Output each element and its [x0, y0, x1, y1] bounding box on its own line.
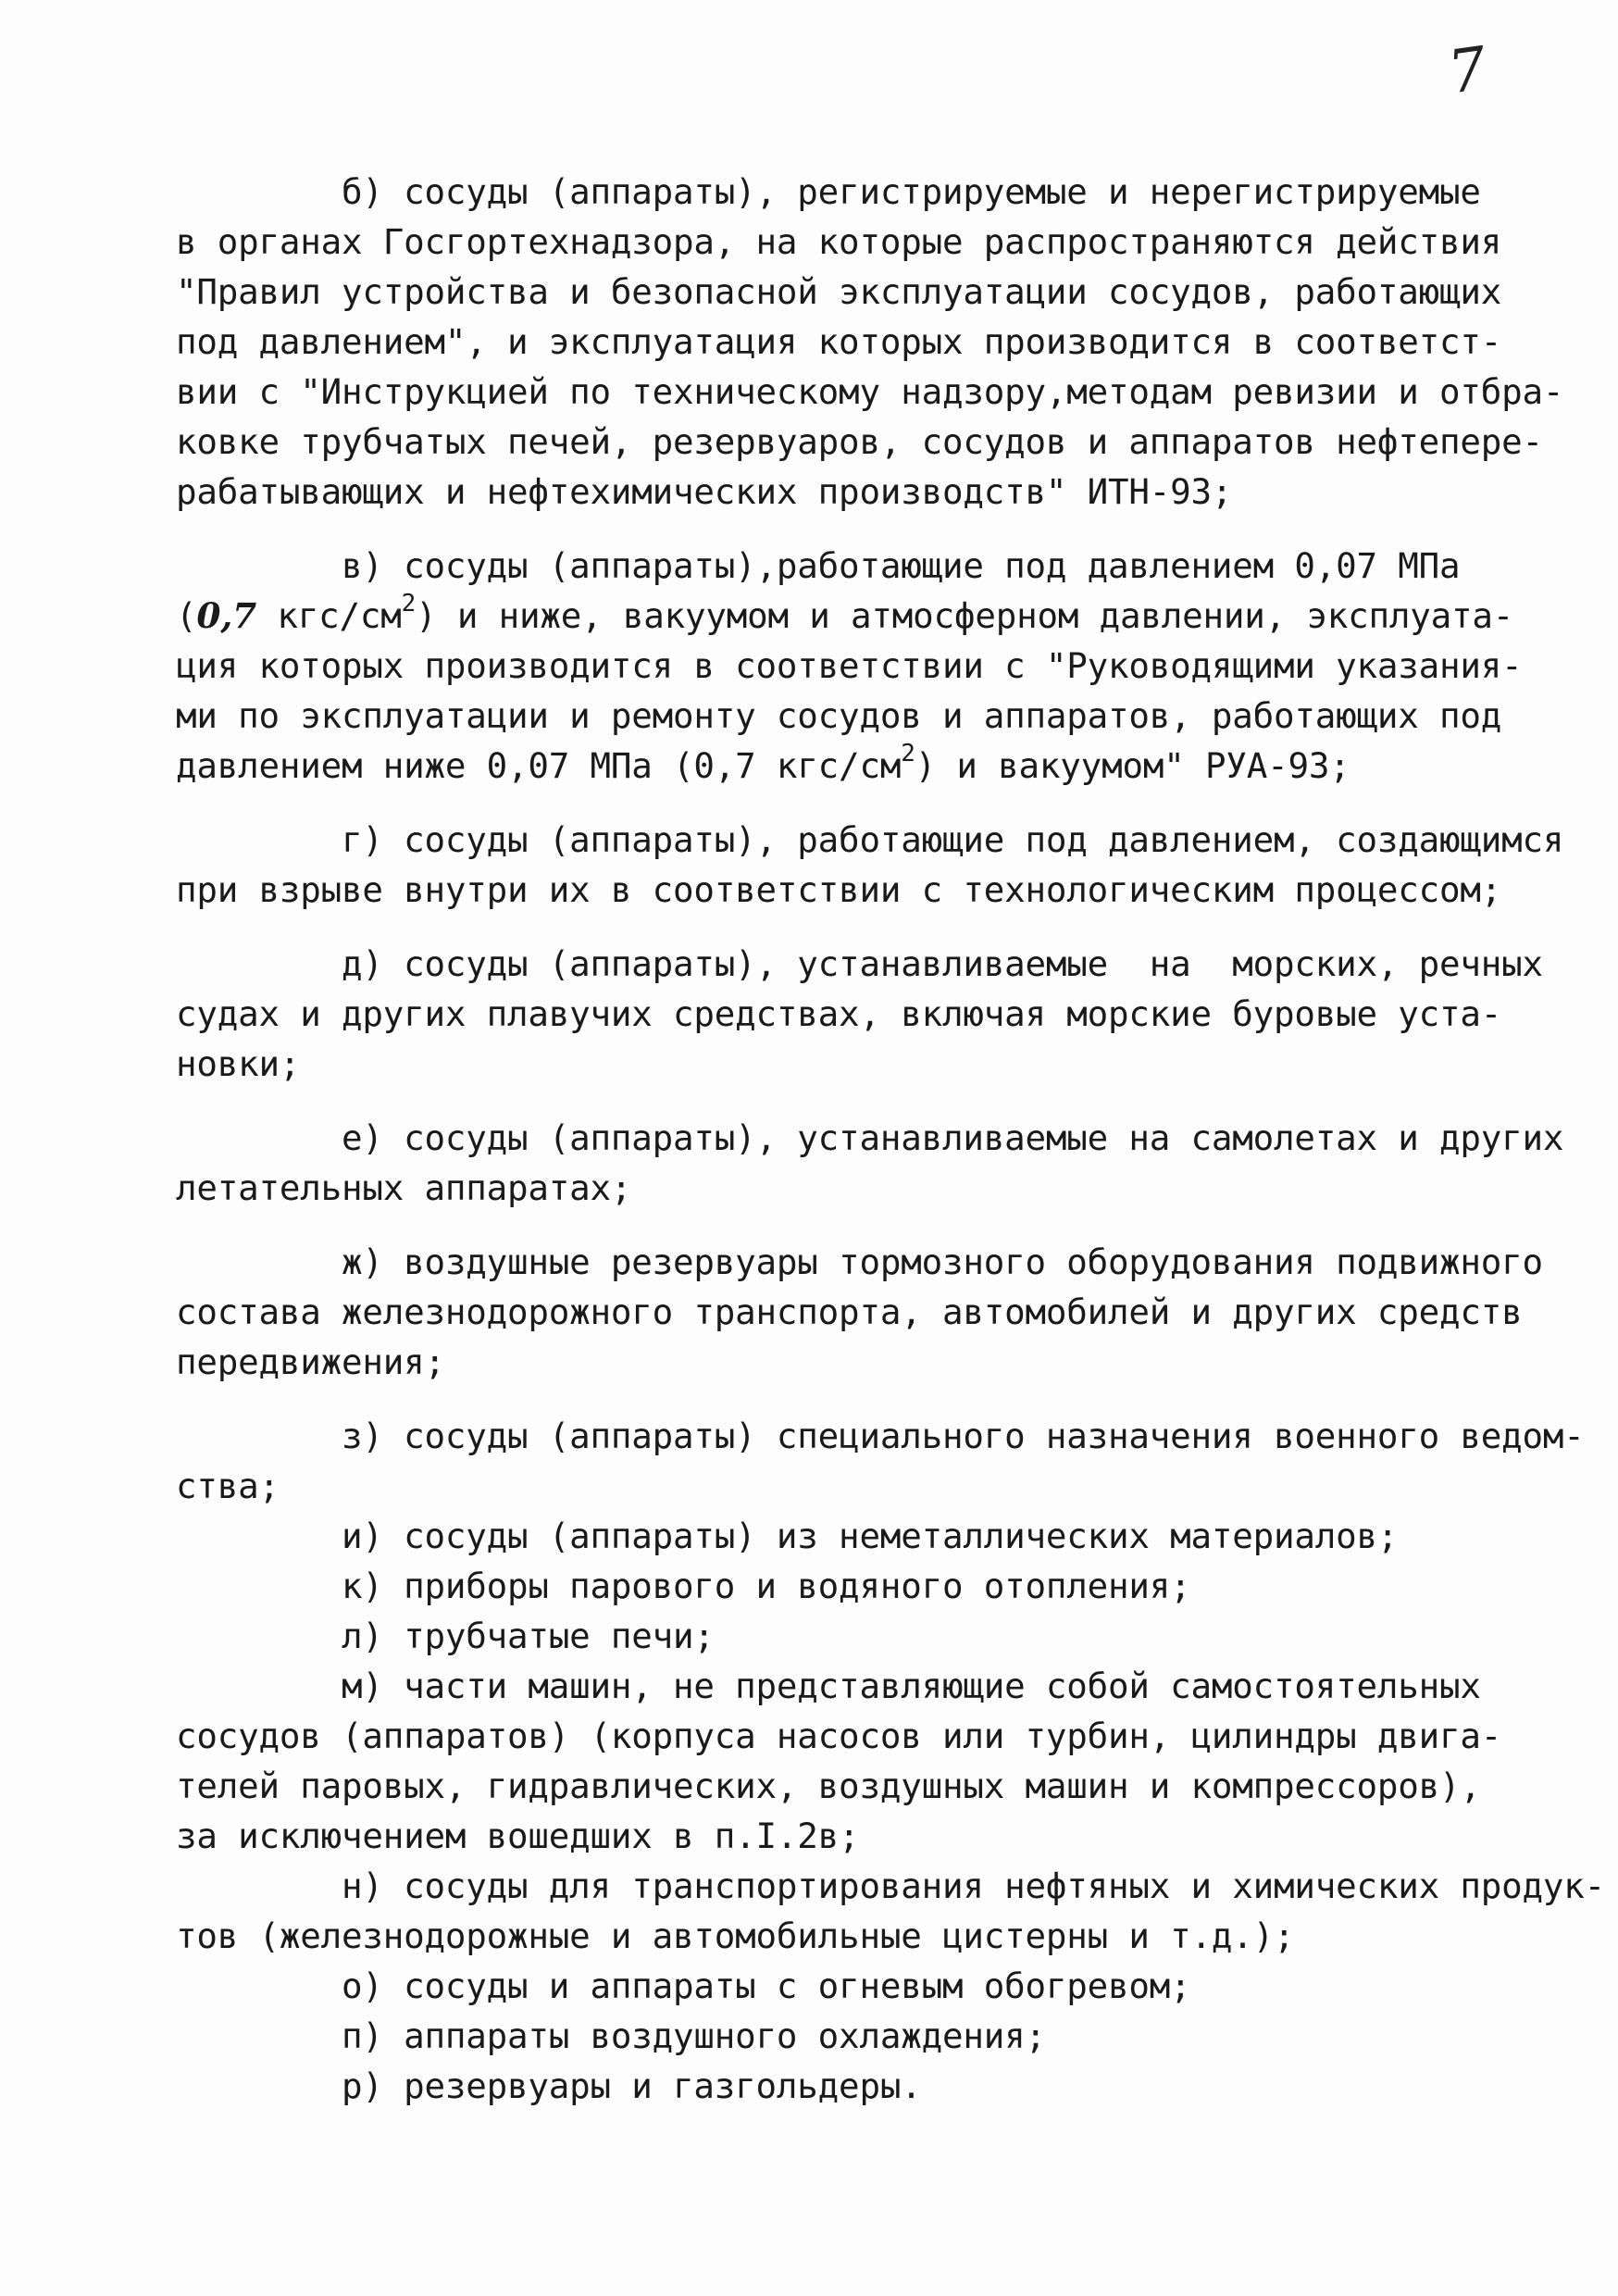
text-line: г) сосуды (аппараты), работающие под давлением, создающимся	[176, 819, 1564, 860]
text-fragment: кгс/см	[256, 595, 402, 636]
list-item-z	[176, 1411, 1585, 1511]
superscript: 2	[401, 590, 417, 618]
list-item-o	[176, 1961, 1527, 2011]
text-line: ми по эксплуатации и ремонту сосудов и аппаратов, работающих под	[176, 695, 1502, 736]
list-item-zh	[176, 1237, 1543, 1387]
text-fragment: ) и вакуумом" РУА-93;	[915, 745, 1350, 786]
text-line: сосудов (аппаратов) (корпуса насосов или турбин, цилиндры двига-	[176, 1716, 1502, 1756]
list-item-g	[176, 815, 1564, 915]
text-line: тов (железнодорожные и автомобильные цистерны и т.д.);	[176, 1915, 1295, 1956]
text-fragment: давлением ниже 0,07 МПа (0,7 кгс/см	[176, 745, 902, 786]
text-line: под давлением", и эксплуатация которых производится в соответст-	[176, 321, 1502, 362]
list-item-r	[176, 2061, 1527, 2111]
text-line: в) сосуды (аппараты),работающие под давлением 0,07 МПа	[176, 545, 1461, 586]
text-line: о) сосуды и аппараты с огневым обогревом;	[176, 1965, 1191, 2006]
text-line: л) трубчатые печи;	[176, 1616, 715, 1656]
text-line: "Правил устройства и безопасной эксплуатации сосудов, работающих	[176, 271, 1502, 312]
text-line: к) приборы парового и водяного отопления;	[176, 1566, 1191, 1606]
list-item-d	[176, 939, 1543, 1089]
text-line: передвижения;	[176, 1341, 445, 1382]
text-line: р) резервуары и газгольдеры.	[176, 2065, 922, 2106]
list-item-k	[176, 1561, 1527, 1611]
text-line: рабатывающих и нефтехимических производств" ИТН-93;	[176, 471, 1233, 512]
text-line: ковке трубчатых печей, резервуаров, сосудов и аппаратов нефтепере-	[176, 421, 1543, 462]
list-item-v	[176, 541, 1527, 791]
text-line: состава железнодорожного транспорта, автомобилей и других средств	[176, 1292, 1523, 1332]
text-line: б) сосуды (аппараты), регистрируемые и нерегистрируемые	[176, 171, 1481, 212]
list-item-m	[176, 1661, 1527, 1861]
text-line: п) аппараты воздушного охлаждения;	[176, 2015, 1046, 2056]
text-line: и) сосуды (аппараты) из неметаллических материалов;	[176, 1516, 1399, 1556]
text-line: за исключением вошедших в п.I.2в;	[176, 1816, 860, 1856]
text-line: летательных аппаратах;	[176, 1167, 632, 1208]
superscript: 2	[901, 740, 915, 767]
text-line: з) сосуды (аппараты) специального назначения военного ведом-	[176, 1416, 1585, 1456]
text-line: ж) воздушные резервуары тормозного оборудования подвижного	[176, 1242, 1543, 1282]
list-item-e	[176, 1113, 1564, 1213]
text-line: вии с "Инструкцией по техническому надзору,методам ревизии и отбра-	[176, 371, 1564, 412]
handwritten-correction: 0,7	[196, 595, 257, 636]
text-line: новки;	[176, 1043, 301, 1084]
text-fragment: ) и ниже, вакуумом и атмосферном давлении, эксплуата-	[416, 595, 1514, 636]
list-item-n	[176, 1861, 1606, 1961]
text-line: в органах Госгортехнадзора, на которые распространяются действия	[176, 221, 1502, 262]
text-line: м) части машин, не представляющие собой самостоятельных	[176, 1666, 1481, 1706]
text-line	[176, 741, 1527, 791]
text-line: судах и других плавучих средствах, включая морские буровые уста-	[176, 993, 1502, 1034]
text-line: телей паровых, гидравлических, воздушных машин и компрессоров),	[176, 1766, 1481, 1806]
document-body	[176, 167, 1606, 2111]
text-line: е) сосуды (аппараты), устанавливаемые на самолетах и других	[176, 1117, 1564, 1158]
page-number: 7	[1444, 34, 1491, 108]
text-line: ция которых производится в соответствии с "Руководящими указания-	[176, 645, 1523, 686]
list-item-l	[176, 1611, 1527, 1661]
list-item-b	[176, 167, 1564, 517]
text-line	[176, 591, 1527, 641]
text-line: при взрыве внутри их в соответствии с технологическим процессом;	[176, 869, 1502, 910]
text-fragment: (	[176, 595, 197, 636]
text-line: ства;	[176, 1466, 280, 1506]
text-line: н) сосуды для транспортирования нефтяных и химических продук-	[176, 1866, 1606, 1906]
text-line: д) сосуды (аппараты), устанавливаемые на морских, речных	[176, 943, 1543, 984]
list-item-p	[176, 2011, 1527, 2061]
list-item-i	[176, 1511, 1527, 1561]
